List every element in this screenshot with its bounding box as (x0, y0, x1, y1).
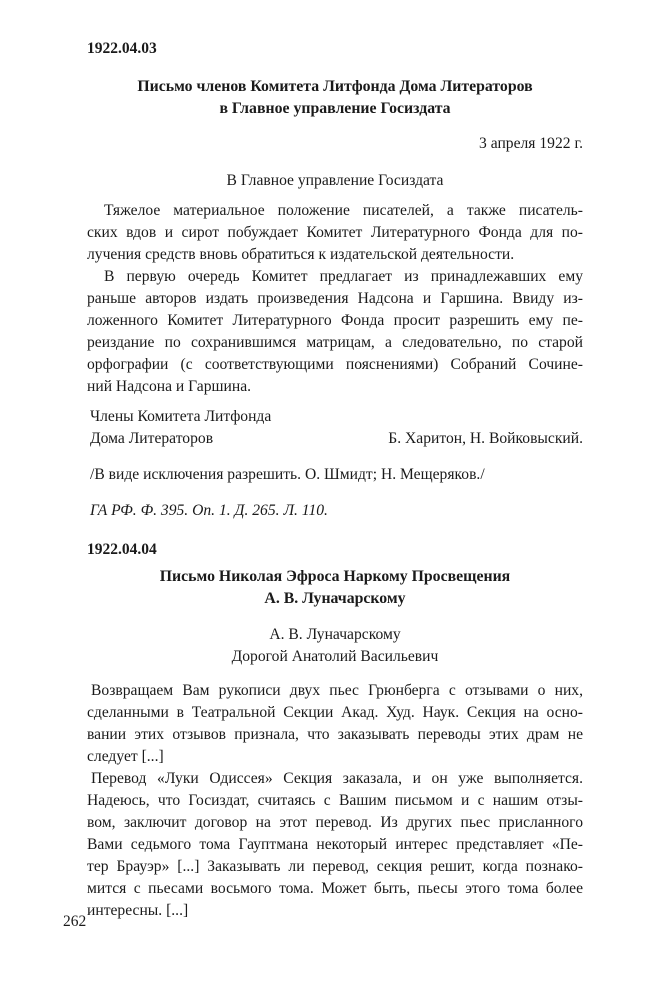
doc1-body-line: ложенного Комитет Литературного Фонда просит разрешить ему пе- (87, 312, 583, 329)
doc2-body-line: Надеюсь, что Госиздат, считаясь с Вашим письмом и с нашим отзы- (87, 792, 583, 809)
doc1-body-line: ний Надсона и Гаршина. (87, 378, 252, 395)
doc2-body-line: вом, заключит договор на этот перевод. Из других пьес присланного (87, 814, 583, 831)
doc1-body-line: В первую очередь Комитет предлагает из принадлежавших ему (104, 268, 583, 285)
doc1-date: 3 апреля 1922 г. (479, 135, 583, 152)
page-number: 262 (63, 913, 87, 930)
doc1-body-line: реиздание по сохранившимся матрицам, а следовательно, по старой (87, 334, 583, 351)
doc2-body-line: Перевод «Луки Одиссея» Секция заказала, и он уже выполняется. (91, 770, 583, 787)
doc2-title-line-1: Письмо Николая Эфроса Наркому Просвещения (159, 568, 511, 585)
doc1-addressee: В Главное управление Госиздата (226, 172, 444, 189)
doc1-body-line: орфографии (с соответствующими пояснениями) Собраний Сочине- (87, 356, 583, 373)
doc2-title-line-2: А. В. Луначарскому (264, 590, 406, 607)
doc2-addressee-line-1: А. В. Луначарскому (269, 626, 401, 643)
doc1-signature-names: Б. Харитон, Н. Войковыский. (388, 430, 583, 447)
doc2-body-line: мится с пьесами восьмого тома. Может быть, пьесы этого тома более (87, 880, 583, 897)
doc2-body-line: следует [...] (87, 748, 164, 765)
doc1-signature-role-1: Члены Комитета Литфонда (90, 408, 272, 425)
doc2-number: 1922.04.04 (87, 541, 157, 558)
doc1-body-line: раньше авторов издать произведения Надсона и Гаршина. Ввиду из- (87, 290, 583, 307)
doc1-body-line: лучения средств вновь обратиться к издательской деятельности. (87, 246, 515, 263)
doc1-body-line: ских вдов и сирот побуждает Комитет Литературного Фонда для по- (87, 224, 583, 241)
doc1-archive-ref: ГА РФ. Ф. 395. Оп. 1. Д. 265. Л. 110. (90, 502, 328, 519)
doc2-body-line: сделанными в Театральной Секции Акад. Худ. Наук. Секция на осно- (87, 704, 583, 721)
doc2-body-line: Вами седьмого тома Гауптмана некоторый интерес представляет «Пе- (87, 836, 583, 853)
doc1-signature-role-2: Дома Литераторов (90, 430, 214, 447)
doc2-body-line: вании этих отзывов признала, что заказывать переводы этих драм не (87, 726, 583, 743)
doc2-addressee-line-2: Дорогой Анатолий Васильевич (231, 648, 439, 665)
doc2-body-line: Возвращаем Вам рукописи двух пьес Грюнберга с отзывами о них, (91, 682, 583, 699)
doc2-body-line: интересны. [...] (87, 902, 189, 919)
doc1-resolution: /В виде исключения разрешить. О. Шмидт; Н. Мещеряков./ (90, 466, 485, 483)
doc2-body-line: тер Брауэр» [...] Заказывать ли перевод, секция решит, когда познако- (87, 858, 583, 875)
doc1-title-line-1: Письмо членов Комитета Литфонда Дома Литераторов (137, 78, 533, 95)
doc1-number: 1922.04.03 (87, 40, 157, 57)
doc1-title-line-2: в Главное управление Госиздата (219, 100, 451, 117)
doc1-body-line: Тяжелое материальное положение писателей, а также писатель- (104, 202, 583, 219)
